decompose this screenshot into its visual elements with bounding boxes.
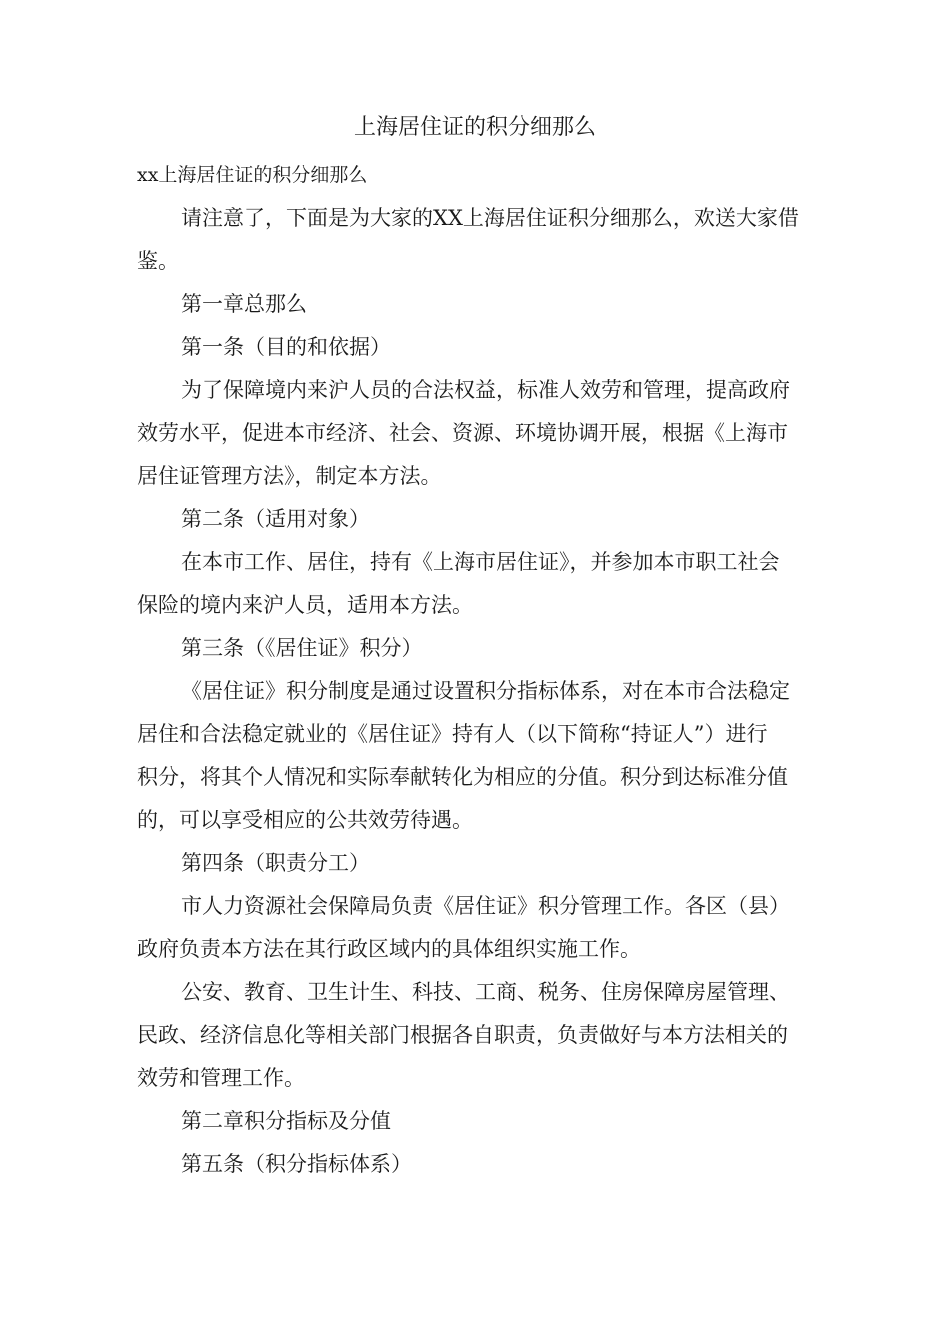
paragraph-line: 积分，将其个人情况和实际奉献转化为相应的分值。积分到达标准分值 [137,765,788,789]
paragraph-line: 政府负责本方法在其行政区域内的具体组织实施工作。 [137,937,641,961]
paragraph-line: 市人力资源社会保障局负责《居住证》积分管理工作。各区（县） [181,894,790,918]
article-heading: 第二条（适用对象） [181,507,370,531]
paragraph-line: 民政、经济信息化等相关部门根据各自职责，负责做好与本方法相关的 [137,1023,788,1047]
paragraph-line: 为了保障境内来沪人员的合法权益，标准人效劳和管理，提高政府 [181,378,790,402]
paragraph-line: 在本市工作、居住，持有《上海市居住证》，并参加本市职工社会 [181,550,780,574]
chapter-heading: 第一章总那么 [181,292,307,316]
paragraph-line: 《居住证》积分制度是通过设置积分指标体系，对在本市合法稳定 [181,679,790,703]
paragraph-line: 效劳和管理工作。 [137,1066,305,1090]
chapter-heading: 第二章积分指标及分值 [181,1109,391,1133]
document-title: 上海居住证的积分细那么 [353,115,596,140]
article-heading: 第一条（目的和依据） [181,335,391,359]
article-heading: 第五条（积分指标体系） [181,1152,412,1176]
paragraph-line: 的，可以享受相应的公共效劳待遇。 [137,808,473,832]
paragraph-line: 保险的境内来沪人员，适用本方法。 [137,593,473,617]
paragraph-line: 公安、教育、卫生计生、科技、工商、税务、住房保障房屋管理、 [181,980,790,1004]
paragraph-line: 居住证管理方法》，制定本方法。 [137,464,442,488]
paragraph-line: 居住和合法稳定就业的《居住证》持有人（以下简称“持证人”）进行 [137,722,768,746]
paragraph-line: 鉴。 [137,249,179,273]
article-heading: 第四条（职责分工） [181,851,370,875]
document-subtitle: xx上海居住证的积分细那么 [137,164,368,186]
article-heading: 第三条（《居住证》积分） [181,636,423,660]
paragraph-line: 请注意了，下面是为大家的XX上海居住证积分细那么，欢送大家借 [181,206,799,230]
paragraph-line: 效劳水平，促进本市经济、社会、资源、环境协调开展，根据《上海市 [137,421,788,445]
document-body [137,154,813,1186]
